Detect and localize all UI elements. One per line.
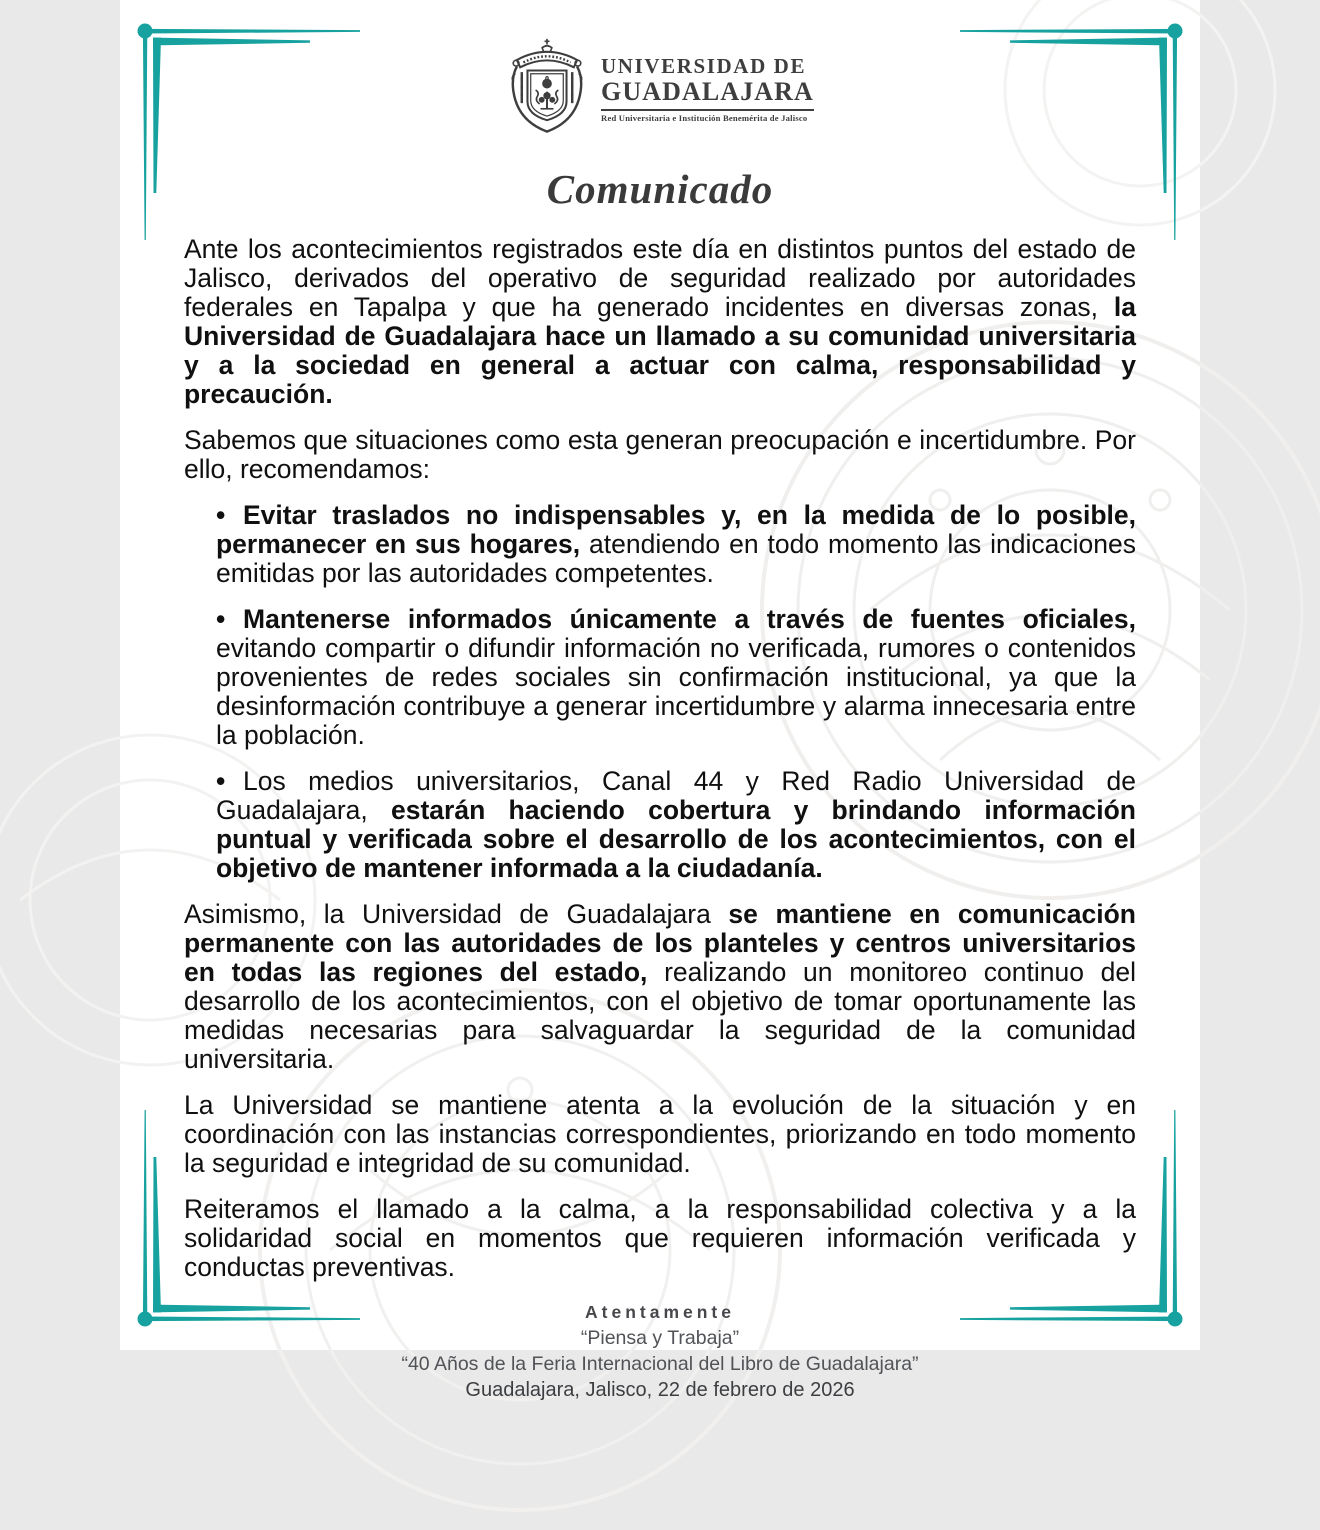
logo-divider [601,109,814,111]
bullet-paragraph [216,605,1136,750]
university-name-line2: GUADALAJARA [601,77,814,106]
text-segment: Asimismo, la Universidad de Guadalajara [184,899,729,929]
anniversary-line: “40 Años de la Feria Internacional del Libro de Guadalajara” [401,1353,919,1375]
page-title: Comunicado [546,166,774,212]
text-segment: Reiteramos el llamado a la calma, a la responsabilidad colectiva y a la solidaridad social en momentos que requieren información verificada y conductas preventivas. [184,1194,1136,1282]
bold-text-segment: Mantenerse informados únicamente a través de fuentes oficiales, [243,604,1136,634]
bold-text-segment: la Universidad de Guadalajara hace un llamado a su comunidad universitaria y a la sociedad en general a actuar con calma, responsabilidad y precaución. [184,292,1136,409]
bullet-paragraph [216,767,1136,883]
bullet-icon: • [216,604,226,634]
corner-bracket-bottom-left [120,1100,370,1350]
university-logo [506,38,814,139]
body-paragraph [184,900,1136,1074]
bold-text-segment: se mantiene en comunicación permanente con las autoridades de los planteles y centros universitarios en todas las regiones del estado, [184,899,1136,987]
university-logo-text [601,54,814,123]
bullet-icon: • [216,500,226,530]
closing-line: Atentamente [585,1302,735,1322]
motto-line: “Piensa y Trabaja” [580,1327,740,1349]
corner-bracket-top-left [120,0,370,250]
dateline: Guadalajara, Jalisco, 22 de febrero de 2026 [465,1379,855,1401]
bullet-paragraph [216,501,1136,588]
text-segment: La Universidad se mantiene atenta a la evolución de la situación y en coordinación con las instancias correspondientes, priorizando en todo momento la seguridad e integridad de su comunidad. [184,1090,1136,1178]
comunicado-page [120,0,1200,1401]
text-segment: evitando compartir o difundir información no verificada, rumores o contenidos provenientes de redes sociales sin confirmación institucional, ya que la desinformación contribuye a generar incertidumbre y alarma innecesaria entre la población. [216,633,1136,750]
bold-text-segment: Evitar traslados no indispensables y, en la medida de lo posible, permanecer en sus hogares, [216,500,1136,559]
bullet-icon: • [216,766,226,796]
corner-bracket-top-right [950,0,1200,250]
text-segment: realizando un monitoreo continuo del desarrollo de los acontecimientos, con el objetivo de tomar oportunamente las medidas necesarias para salvaguardar la seguridad de la comunidad universitaria. [184,957,1136,1074]
body-paragraph [184,426,1136,484]
bold-text-segment: estarán haciendo cobertura y brindando información puntual y verificada sobre el desarrollo de los acontecimientos, con el objetivo de mantener informada a la ciudadanía. [216,795,1136,883]
text-segment: atendiendo en todo momento las indicaciones emitidas por las autoridades competentes. [216,529,1137,588]
text-segment: Los medios universitarios, Canal 44 y Red Radio Universidad de Guadalajara, [216,766,1136,825]
university-name-line1: UNIVERSIDAD DE [601,54,807,78]
body-paragraph [184,235,1136,409]
university-crest-icon [506,38,588,139]
corner-bracket-bottom-right [950,1100,1200,1350]
university-tagline: Red Universitaria e Institución Benemérita de Jalisco [601,113,808,123]
text-segment: Ante los acontecimientos registrados este día en distintos puntos del estado de Jalisco, derivados del operativo de seguridad realizado por autoridades federales en Tapalpa y que ha generado incidentes en diversas zonas, [184,234,1136,322]
text-segment: Sabemos que situaciones como esta generan preocupación e incertidumbre. Por ello, recomendamos: [184,425,1136,484]
